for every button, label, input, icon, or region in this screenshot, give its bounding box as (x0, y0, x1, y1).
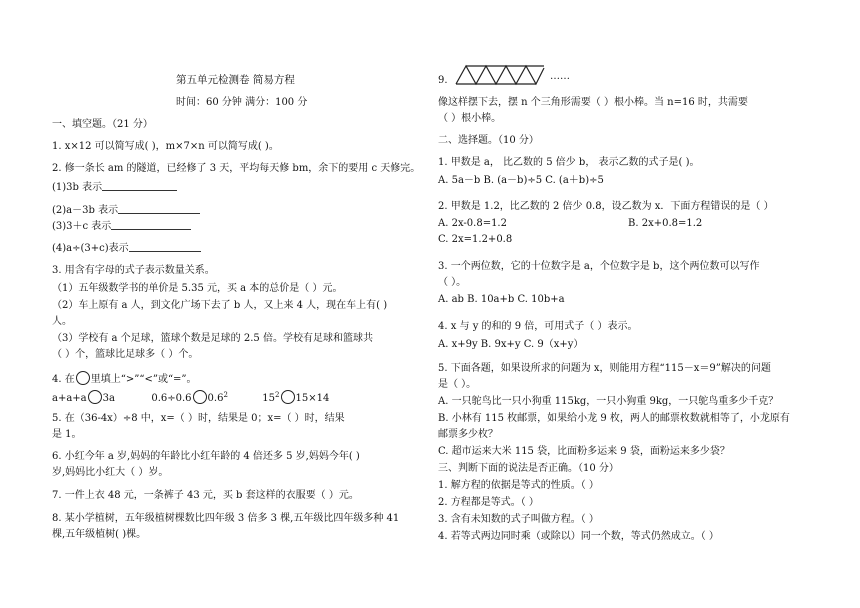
choice-5-cont: 是（ ）。 (438, 379, 477, 390)
question-2: 2. 修一条长 am 的隧道，已经修了 3 天，平均每天修 bm，余下的要用 c 天修完。 (52, 163, 421, 174)
choice-5-option-a: A. 一只鸵鸟比一只小狗重 115kg，一只小狗重 9kg，一只鸵鸟重多少千克？ (438, 396, 779, 407)
question-2-part-4 (52, 241, 201, 255)
question-8: 8. 某小学植树，五年级植树棵数比四年级 3 倍多 3 棵,五年级比四年级多种 41 (52, 513, 400, 524)
question-3-part-3: （3）学校有 a 个足球，篮球个数是足球的 2.5 倍。学校有足球和篮球共 (52, 333, 373, 344)
section-choice: 二、选择题。（10 分） (438, 135, 539, 146)
question-6-cont: 岁,妈妈比小红大（ ）岁。 (52, 467, 169, 478)
judge-2: 2. 方程都是等式。（ ） (438, 497, 539, 508)
question-9-text: 像这样摆下去，摆 n 个三角形需要（ ）根小棒。当 n=16 时，共需要 (438, 97, 748, 108)
choice-3-cont: （ ）。 (438, 277, 467, 288)
section-fill-blank: 一、填空题。（21 分） (52, 119, 153, 130)
question-5-cont: 是 1。 (52, 429, 82, 440)
question-2-part-1 (52, 180, 177, 194)
question-1: 1. x×12 可以简写成( )，m×7×n 可以简写成( )。 (52, 141, 279, 152)
question-8-cont: 棵,五年级植树( )棵。 (52, 529, 147, 540)
triangle-sticks-figure (454, 64, 546, 86)
compare-circle-icon[interactable] (88, 390, 102, 404)
choice-2: 2. 甲数是 1.2，比乙数的 2 倍少 0.8，设乙数为 x．下面方程错误的是（ ） (438, 201, 774, 212)
question-2-part-2-label: (2)a－3b 表示 (52, 205, 119, 216)
choice-1: 1. 甲数是 a， 比乙数的 5 倍少 b， 表示乙数的式子是( )。 (438, 157, 700, 168)
question-3-part-3-cont: （ ）个，篮球比足球多（ ）个。 (52, 349, 199, 360)
choice-5-option-b-cont: 邮票多少枚？ (438, 429, 498, 440)
answer-line (118, 203, 200, 214)
compare-right-2: 0.6 (207, 393, 224, 404)
question-4-instruction: 里填上“>”“<”或“=”。 (90, 374, 197, 385)
choice-5-option-b: B. 小林有 115 枚邮票，如果给小龙 9 枚，两人的邮票枚数就相等了，小龙原有 (438, 413, 790, 424)
ellipsis: …… (550, 71, 570, 82)
question-2-part-2 (52, 203, 200, 217)
question-7: 7. 一件上衣 48 元，一条裤子 43 元，买 b 套这样的衣服要（ ）元。 (52, 490, 359, 501)
choice-4-options: A. x+9y B. 9x+y C. 9（x+y） (438, 339, 584, 350)
compare-left-1: a+a+a (52, 393, 87, 404)
compare-left-2: 0.6÷0.6 (151, 393, 192, 404)
answer-line (111, 219, 191, 230)
compare-circle-icon[interactable] (281, 390, 295, 404)
choice-3-options: A. ab B. 10a+b C. 10b+a (438, 294, 565, 305)
answer-line (129, 241, 201, 252)
judge-4: 4. 若等式两边同时乘（或除以）同一个数，等式仍然成立。（ ） (438, 531, 719, 542)
question-3-part-1: （1）五年级数学书的单价是 5.35 元，买 a 本的总价是（ ）元。 (52, 283, 343, 294)
choice-1-options: A. 5a－b B. (a－b)÷5 C. (a＋b)÷5 (438, 175, 604, 186)
judge-1: 1. 解方程的依据是等式的性质。（ ） (438, 480, 599, 491)
superscript-2: 2 (223, 391, 228, 399)
question-2-part-4-label: (4)a÷(3+c)表示 (52, 243, 129, 254)
choice-4: 4. x 与 y 的和的 9 倍，可用式子（ ）表示。 (438, 321, 638, 332)
choice-2-option-b: B. 2x+0.8=1.2 (628, 218, 703, 229)
choice-3: 3. 一个两位数，它的十位数字是 a，个位数字是 b，这个两位数可以写作 (438, 261, 760, 272)
question-3-part-2-cont: 人。 (52, 316, 72, 327)
question-9: 9. (438, 75, 448, 86)
question-3: 3. 用含有字母的式子表示数量关系。 (52, 265, 215, 276)
question-2-part-1-label: (1)3b 表示 (52, 182, 103, 193)
question-9-cont: （ ）根小棒。 (438, 113, 502, 124)
question-2-part-3 (52, 219, 191, 233)
question-4-items (52, 389, 329, 405)
answer-line (102, 180, 177, 191)
exam-info: 时间：60 分钟 满分：100 分 (176, 97, 308, 108)
section-judge: 三、判断下面的说法是否正确。（10 分） (438, 463, 619, 474)
compare-circle-icon[interactable] (193, 390, 207, 404)
compare-left-3: 15 (262, 393, 276, 404)
choice-5-option-c: C. 超市运来大米 115 袋，比面粉多运来 9 袋，面粉运来多少袋？ (438, 446, 730, 457)
judge-3: 3. 含有未知数的式子叫做方程。（ ） (438, 514, 599, 525)
question-5: 5. 在（36-4x）÷8 中，x=（ ）时，结果是 0；x=（ ）时，结果 (52, 413, 345, 424)
compare-right-1: 3a (102, 393, 115, 404)
superscript-2: 2 (275, 391, 280, 399)
choice-2-option-a: A. 2x-0.8=1.2 (438, 218, 507, 229)
question-6: 6. 小红今年 a 岁,妈妈的年龄比小红年龄的 4 倍还多 5 岁,妈妈今年( ) (52, 451, 360, 462)
question-2-part-3-label: (3)3＋c 表示 (52, 221, 112, 232)
question-3-part-2: （2）车上原有 a 人，到文化广场下去了 b 人，又上来 4 人，现在车上有( ) (52, 300, 388, 311)
choice-2-option-c: C. 2x=1.2+0.8 (438, 234, 513, 245)
question-4-lead: 4. 在 (52, 374, 75, 385)
choice-5: 5. 下面各题，如果设所求的问题为 x，则能用方程“115－x＝9”解决的问题 (438, 363, 771, 374)
compare-right-3: 15×14 (295, 393, 330, 404)
question-4 (52, 371, 197, 386)
page-title: 第五单元检测卷 简易方程 (176, 74, 295, 86)
compare-circle-icon (76, 371, 90, 385)
